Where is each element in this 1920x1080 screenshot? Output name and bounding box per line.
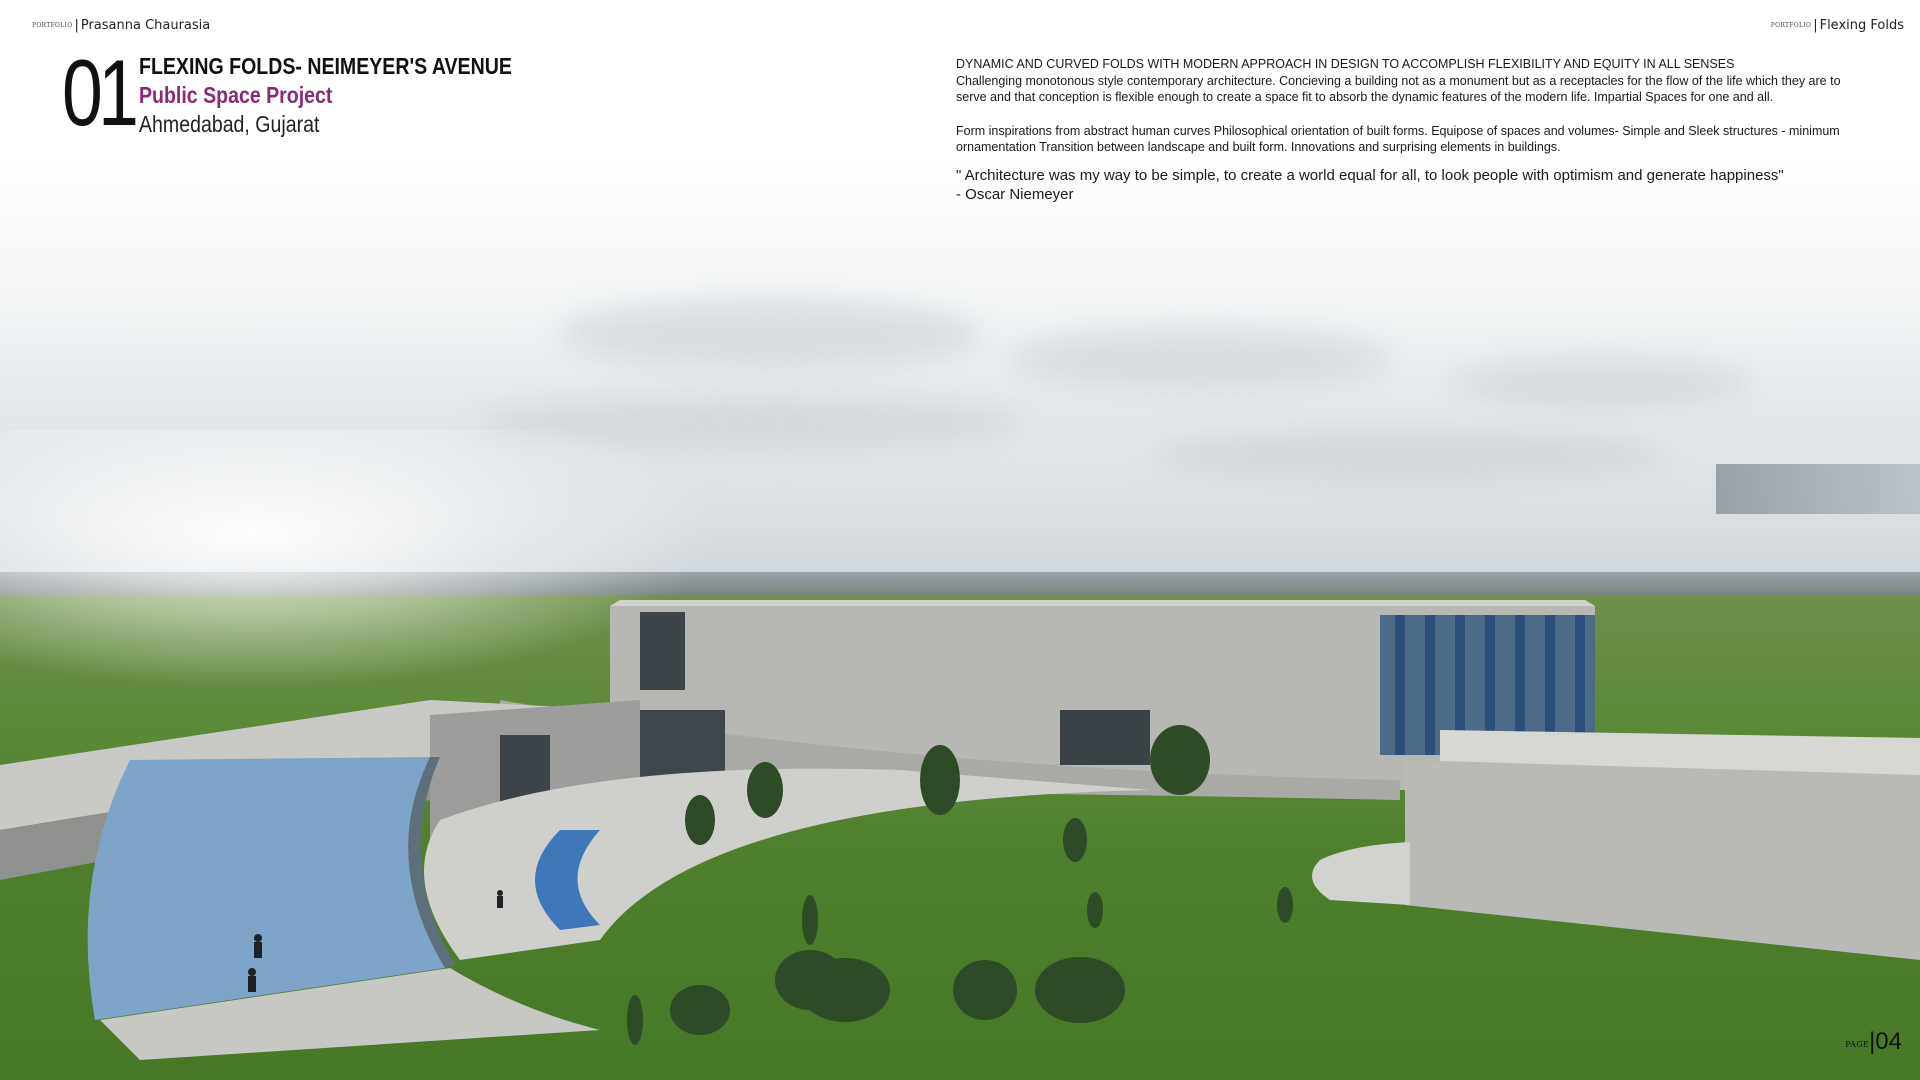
quote: " Architecture was my way to be simple, to create a world equal for all, to look people with optimism and generate happiness" (956, 166, 1784, 184)
separator: | (1869, 1028, 1876, 1055)
portfolio-label: PORTFOLIO (32, 22, 73, 29)
description-paragraph-1: Challenging monotonous style contemporary architecture. Concieving a building not as a monument but as a receptacles for the flow of the life which they are to serve and that conception is flexible enough to create a space fit to absorb the dynamic features of the modern life. Impartial Spaces for one and all. (956, 73, 1841, 104)
section-title: Flexing Folds (1819, 18, 1904, 33)
description-paragraph-2: Form inspirations from abstract human curves Philosophical orientation of built forms. Equipose of spaces and volumes- Simple and Sleek structures - minimum ornamentation Transition between landscape and built form. Innovations and surprising elements in buildings. (956, 123, 1840, 154)
header-right (1771, 18, 1904, 33)
plaza (424, 769, 1150, 960)
page-number-value: 04 (1875, 1028, 1902, 1055)
portfolio-label: PORTFOLIO (1770, 22, 1812, 29)
project-number: 01 (62, 40, 135, 145)
right-block (1405, 760, 1920, 960)
project-description (956, 56, 1861, 204)
page-label: PAGE (1845, 1040, 1870, 1049)
project-type: Public Space Project (139, 82, 333, 108)
separator: | (1813, 18, 1818, 33)
quote-attribution: - Oscar Niemeyer (956, 185, 1074, 203)
description-heading: DYNAMIC AND CURVED FOLDS WITH MODERN APPROACH IN DESIGN TO ACCOMPLISH FLEXIBILITY AND EQUITY IN ALL SENSES (956, 57, 1735, 71)
separator: | (74, 18, 79, 33)
header-left (32, 18, 210, 33)
author-name: Prasanna Chaurasia (80, 18, 211, 33)
page-number (1845, 1028, 1902, 1056)
entrance-door (1060, 710, 1150, 765)
project-location: Ahmedabad, Gujarat (139, 111, 320, 137)
project-title: FLEXING FOLDS- NEIMEYER'S AVENUE (139, 53, 512, 79)
